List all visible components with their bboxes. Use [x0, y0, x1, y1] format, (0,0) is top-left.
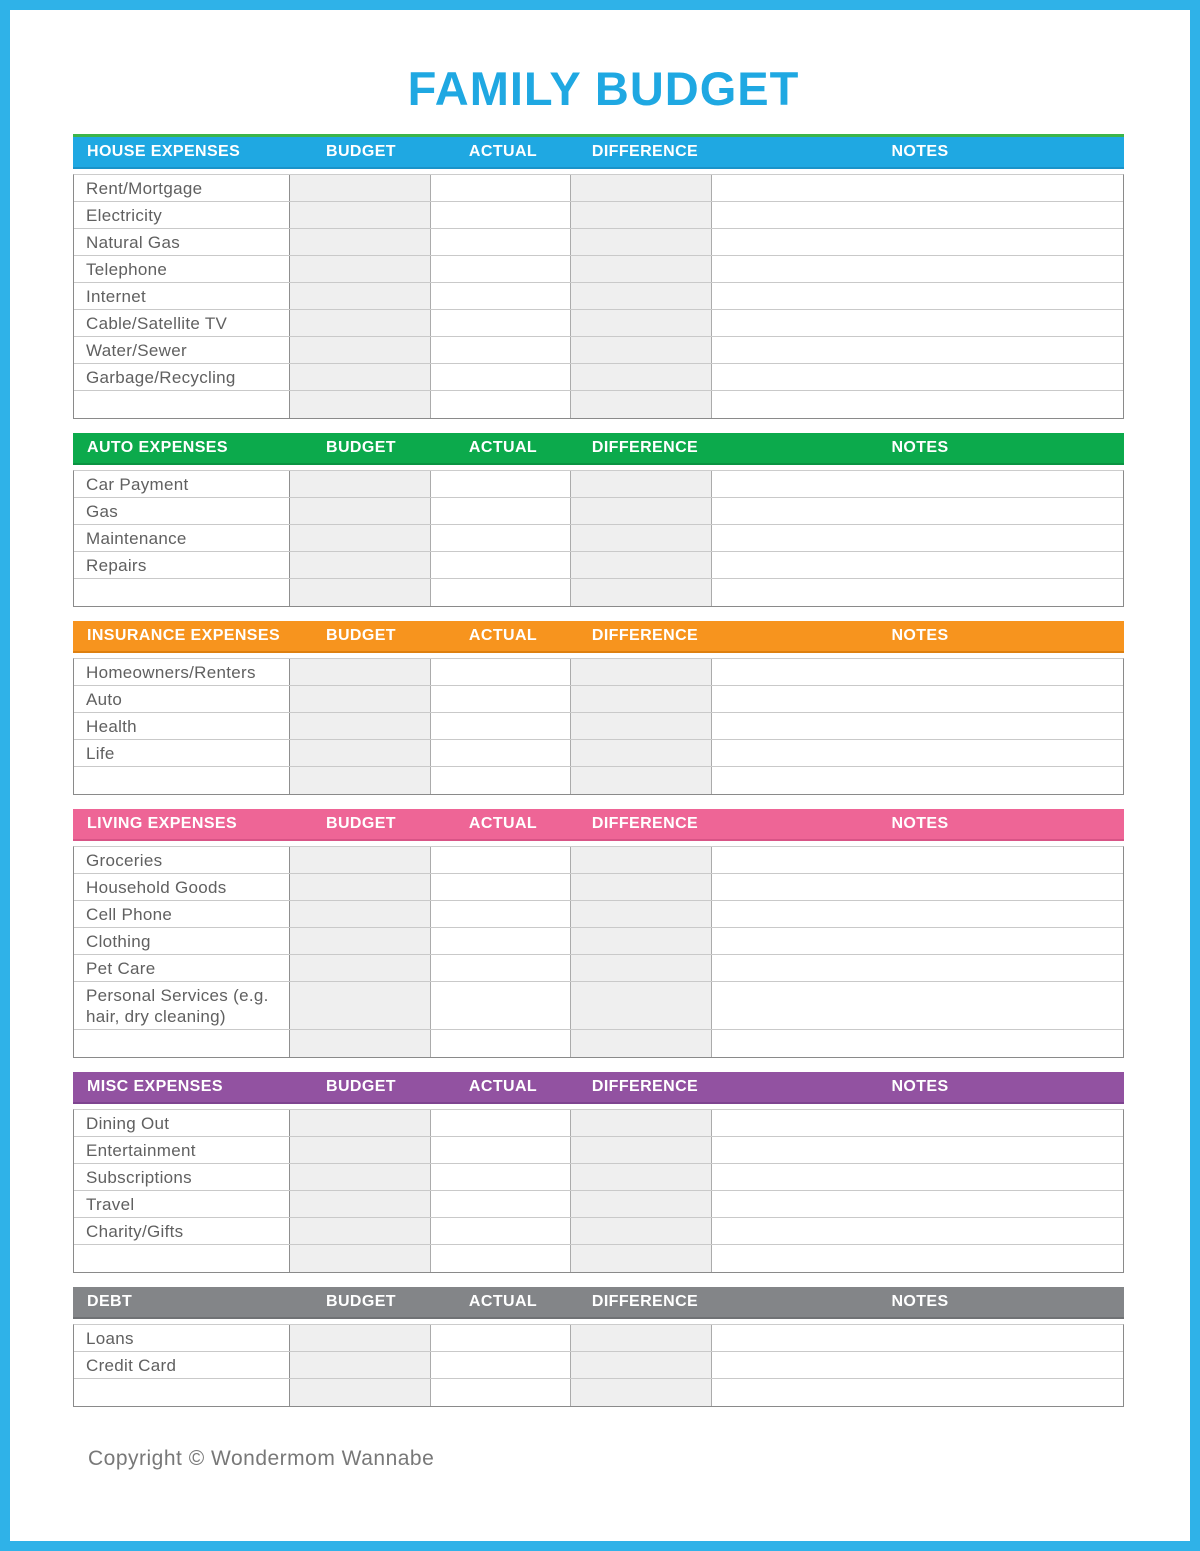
notes-cell — [712, 175, 1123, 201]
budget-cell — [290, 847, 431, 873]
difference-cell — [571, 955, 712, 981]
column-header-notes: NOTES — [891, 815, 949, 832]
notes-cell — [712, 283, 1123, 309]
budget-cell — [290, 1352, 431, 1378]
difference-cell — [571, 229, 712, 255]
table-row — [74, 337, 1123, 364]
table-row — [74, 901, 1123, 928]
actual-cell — [431, 659, 571, 685]
notes-cell — [712, 767, 1123, 794]
expense-label: Cable/Satellite TV — [74, 310, 290, 336]
section-title: LIVING EXPENSES — [87, 815, 238, 832]
section-header-bar — [73, 433, 1124, 465]
notes-cell — [712, 337, 1123, 363]
difference-cell — [571, 202, 712, 228]
actual-cell — [431, 982, 571, 1029]
difference-cell — [571, 1379, 712, 1406]
difference-cell — [571, 310, 712, 336]
difference-cell — [571, 498, 712, 524]
expense-label: Entertainment — [74, 1137, 290, 1163]
notes-cell — [712, 659, 1123, 685]
difference-cell — [571, 874, 712, 900]
budget-cell — [290, 767, 431, 794]
actual-cell — [431, 1379, 571, 1406]
budget-cell — [290, 686, 431, 712]
table-row — [74, 202, 1123, 229]
budget-cell — [290, 256, 431, 282]
actual-cell — [431, 713, 571, 739]
difference-cell — [571, 1352, 712, 1378]
budget-cell — [290, 955, 431, 981]
table-row — [74, 283, 1123, 310]
notes-cell — [712, 471, 1123, 497]
notes-cell — [712, 740, 1123, 766]
copyright-text: Copyright © Wondermom Wannabe — [88, 1447, 435, 1470]
table-row — [74, 471, 1123, 498]
actual-cell — [431, 579, 571, 606]
column-header-difference: DIFFERENCE — [591, 1293, 699, 1310]
expense-label: Rent/Mortgage — [74, 175, 290, 201]
section-body — [73, 658, 1124, 795]
notes-cell — [712, 525, 1123, 551]
column-header-notes: NOTES — [891, 1078, 949, 1095]
section-title: AUTO EXPENSES — [87, 439, 228, 456]
actual-cell — [431, 955, 571, 981]
column-header-budget: BUDGET — [326, 1078, 396, 1095]
budget-cell — [290, 1218, 431, 1244]
difference-cell — [571, 982, 712, 1029]
column-header-actual: ACTUAL — [468, 143, 538, 160]
budget-cell — [290, 175, 431, 201]
column-header-budget: BUDGET — [326, 439, 396, 456]
expense-label-empty — [74, 1245, 290, 1272]
notes-cell — [712, 847, 1123, 873]
notes-cell — [712, 391, 1123, 418]
empty-row — [74, 1245, 1123, 1272]
budget-cell — [290, 283, 431, 309]
difference-cell — [571, 928, 712, 954]
notes-cell — [712, 713, 1123, 739]
table-row — [74, 847, 1123, 874]
actual-cell — [431, 202, 571, 228]
column-header-notes: NOTES — [891, 1293, 949, 1310]
actual-cell — [431, 1325, 571, 1351]
budget-cell — [290, 1110, 431, 1136]
column-header-notes: NOTES — [891, 627, 949, 644]
difference-cell — [571, 552, 712, 578]
difference-cell — [571, 1191, 712, 1217]
expense-label: Charity/Gifts — [74, 1218, 290, 1244]
notes-cell — [712, 1164, 1123, 1190]
section-title: MISC EXPENSES — [87, 1078, 223, 1095]
difference-cell — [571, 659, 712, 685]
actual-cell — [431, 283, 571, 309]
expense-label-empty — [74, 391, 290, 418]
section-body — [73, 1324, 1124, 1407]
actual-cell — [431, 847, 571, 873]
notes-cell — [712, 901, 1123, 927]
table-row — [74, 229, 1123, 256]
column-header-budget: BUDGET — [326, 815, 396, 832]
column-header-difference: DIFFERENCE — [591, 1078, 699, 1095]
expense-label: Water/Sewer — [74, 337, 290, 363]
section-body — [73, 1109, 1124, 1273]
notes-cell — [712, 364, 1123, 390]
actual-cell — [431, 1218, 571, 1244]
table-row — [74, 364, 1123, 391]
section-house-expenses — [73, 134, 1124, 419]
section-header-bar — [73, 621, 1124, 653]
budget-cell — [290, 1191, 431, 1217]
difference-cell — [571, 525, 712, 551]
difference-cell — [571, 1137, 712, 1163]
column-header-notes: NOTES — [891, 439, 949, 456]
column-header-difference: DIFFERENCE — [591, 815, 699, 832]
section-body — [73, 846, 1124, 1058]
notes-cell — [712, 1379, 1123, 1406]
actual-cell — [431, 337, 571, 363]
column-header-budget: BUDGET — [326, 143, 396, 160]
table-row — [74, 713, 1123, 740]
difference-cell — [571, 1164, 712, 1190]
actual-cell — [431, 175, 571, 201]
notes-cell — [712, 256, 1123, 282]
expense-label: Cell Phone — [74, 901, 290, 927]
table-row — [74, 1325, 1123, 1352]
difference-cell — [571, 579, 712, 606]
section-body — [73, 174, 1124, 419]
notes-cell — [712, 202, 1123, 228]
expense-label: Gas — [74, 498, 290, 524]
difference-cell — [571, 767, 712, 794]
section-debt — [73, 1287, 1124, 1407]
actual-cell — [431, 686, 571, 712]
budget-cell — [290, 391, 431, 418]
expense-label: Clothing — [74, 928, 290, 954]
actual-cell — [431, 767, 571, 794]
table-row — [74, 1137, 1123, 1164]
expense-label: Life — [74, 740, 290, 766]
actual-cell — [431, 1137, 571, 1163]
budget-cell — [290, 337, 431, 363]
difference-cell — [571, 364, 712, 390]
difference-cell — [571, 175, 712, 201]
actual-cell — [431, 1352, 571, 1378]
actual-cell — [431, 1245, 571, 1272]
expense-label: Loans — [74, 1325, 290, 1351]
notes-cell — [712, 579, 1123, 606]
budget-cell — [290, 229, 431, 255]
column-header-difference: DIFFERENCE — [591, 439, 699, 456]
notes-cell — [712, 686, 1123, 712]
column-header-difference: DIFFERENCE — [591, 627, 699, 644]
expense-label-empty — [74, 767, 290, 794]
budget-cell — [290, 552, 431, 578]
sections-container — [73, 134, 1134, 1407]
column-header-notes: NOTES — [891, 143, 949, 160]
section-insurance-expenses — [73, 621, 1124, 795]
column-header-actual: ACTUAL — [468, 1293, 538, 1310]
notes-cell — [712, 1110, 1123, 1136]
actual-cell — [431, 552, 571, 578]
difference-cell — [571, 283, 712, 309]
budget-cell — [290, 1325, 431, 1351]
table-row — [74, 686, 1123, 713]
notes-cell — [712, 955, 1123, 981]
difference-cell — [571, 686, 712, 712]
page-content — [10, 60, 1190, 1471]
column-header-actual: ACTUAL — [468, 1078, 538, 1095]
actual-cell — [431, 364, 571, 390]
actual-cell — [431, 1164, 571, 1190]
expense-label: Auto — [74, 686, 290, 712]
budget-cell — [290, 1245, 431, 1272]
notes-cell — [712, 1325, 1123, 1351]
expense-label: Garbage/Recycling — [74, 364, 290, 390]
budget-cell — [290, 713, 431, 739]
notes-cell — [712, 1191, 1123, 1217]
difference-cell — [571, 740, 712, 766]
expense-label: Groceries — [74, 847, 290, 873]
section-living-expenses — [73, 809, 1124, 1058]
section-title: DEBT — [87, 1293, 133, 1310]
table-row — [74, 659, 1123, 686]
table-row — [74, 982, 1123, 1030]
table-row — [74, 874, 1123, 901]
expense-label: Telephone — [74, 256, 290, 282]
actual-cell — [431, 901, 571, 927]
table-row — [74, 1352, 1123, 1379]
column-header-actual: ACTUAL — [468, 627, 538, 644]
table-row — [74, 928, 1123, 955]
section-misc-expenses — [73, 1072, 1124, 1273]
column-header-actual: ACTUAL — [468, 815, 538, 832]
expense-label: Electricity — [74, 202, 290, 228]
notes-cell — [712, 982, 1123, 1029]
expense-label: Maintenance — [74, 525, 290, 551]
difference-cell — [571, 1245, 712, 1272]
difference-cell — [571, 1030, 712, 1057]
table-row — [74, 1191, 1123, 1218]
actual-cell — [431, 498, 571, 524]
column-header-budget: BUDGET — [326, 1293, 396, 1310]
difference-cell — [571, 847, 712, 873]
budget-cell — [290, 1137, 431, 1163]
budget-cell — [290, 310, 431, 336]
budget-cell — [290, 471, 431, 497]
section-title: HOUSE EXPENSES — [87, 143, 241, 160]
budget-cell — [290, 1379, 431, 1406]
notes-cell — [712, 1245, 1123, 1272]
empty-row — [74, 391, 1123, 418]
notes-cell — [712, 229, 1123, 255]
budget-cell — [290, 579, 431, 606]
actual-cell — [431, 928, 571, 954]
actual-cell — [431, 310, 571, 336]
empty-row — [74, 767, 1123, 794]
expense-label: Natural Gas — [74, 229, 290, 255]
empty-row — [74, 579, 1123, 606]
notes-cell — [712, 928, 1123, 954]
table-row — [74, 498, 1123, 525]
actual-cell — [431, 1030, 571, 1057]
notes-cell — [712, 552, 1123, 578]
difference-cell — [571, 1325, 712, 1351]
section-body — [73, 470, 1124, 607]
notes-cell — [712, 1352, 1123, 1378]
notes-cell — [712, 1218, 1123, 1244]
expense-label: Pet Care — [74, 955, 290, 981]
budget-cell — [290, 498, 431, 524]
notes-cell — [712, 310, 1123, 336]
section-header-bar — [73, 1072, 1124, 1104]
expense-label: Repairs — [74, 552, 290, 578]
expense-label: Subscriptions — [74, 1164, 290, 1190]
section-header-bar — [73, 809, 1124, 841]
actual-cell — [431, 874, 571, 900]
budget-cell — [290, 525, 431, 551]
difference-cell — [571, 256, 712, 282]
difference-cell — [571, 901, 712, 927]
expense-label: Travel — [74, 1191, 290, 1217]
difference-cell — [571, 713, 712, 739]
page-title: FAMILY BUDGET — [407, 62, 800, 115]
difference-cell — [571, 391, 712, 418]
actual-cell — [431, 391, 571, 418]
table-row — [74, 1218, 1123, 1245]
budget-cell — [290, 1030, 431, 1057]
expense-label: Personal Services (e.g. hair, dry cleaning) — [74, 982, 290, 1029]
budget-cell — [290, 202, 431, 228]
difference-cell — [571, 1218, 712, 1244]
table-row — [74, 525, 1123, 552]
actual-cell — [431, 740, 571, 766]
expense-label-empty — [74, 579, 290, 606]
difference-cell — [571, 1110, 712, 1136]
notes-cell — [712, 498, 1123, 524]
section-header-bar — [73, 137, 1124, 169]
actual-cell — [431, 256, 571, 282]
expense-label-empty — [74, 1030, 290, 1057]
notes-cell — [712, 1030, 1123, 1057]
budget-cell — [290, 928, 431, 954]
budget-cell — [290, 364, 431, 390]
table-row — [74, 310, 1123, 337]
budget-cell — [290, 659, 431, 685]
notes-cell — [712, 874, 1123, 900]
expense-label: Health — [74, 713, 290, 739]
expense-label: Dining Out — [74, 1110, 290, 1136]
actual-cell — [431, 525, 571, 551]
budget-cell — [290, 901, 431, 927]
table-row — [74, 256, 1123, 283]
actual-cell — [431, 1110, 571, 1136]
section-header-bar — [73, 1287, 1124, 1319]
expense-label: Internet — [74, 283, 290, 309]
section-auto-expenses — [73, 433, 1124, 607]
budget-cell — [290, 1164, 431, 1190]
column-header-budget: BUDGET — [326, 627, 396, 644]
budget-cell — [290, 874, 431, 900]
budget-cell — [290, 982, 431, 1029]
empty-row — [74, 1030, 1123, 1057]
table-row — [74, 740, 1123, 767]
empty-row — [74, 1379, 1123, 1406]
budget-cell — [290, 740, 431, 766]
notes-cell — [712, 1137, 1123, 1163]
table-row — [74, 955, 1123, 982]
expense-label: Car Payment — [74, 471, 290, 497]
table-row — [74, 1110, 1123, 1137]
actual-cell — [431, 1191, 571, 1217]
table-row — [74, 1164, 1123, 1191]
actual-cell — [431, 229, 571, 255]
table-row — [74, 552, 1123, 579]
expense-label: Credit Card — [74, 1352, 290, 1378]
expense-label-empty — [74, 1379, 290, 1406]
expense-label: Household Goods — [74, 874, 290, 900]
section-title: INSURANCE EXPENSES — [87, 627, 281, 644]
difference-cell — [571, 337, 712, 363]
column-header-difference: DIFFERENCE — [591, 143, 699, 160]
actual-cell — [431, 471, 571, 497]
column-header-actual: ACTUAL — [468, 439, 538, 456]
table-row — [74, 175, 1123, 202]
expense-label: Homeowners/Renters — [74, 659, 290, 685]
difference-cell — [571, 471, 712, 497]
